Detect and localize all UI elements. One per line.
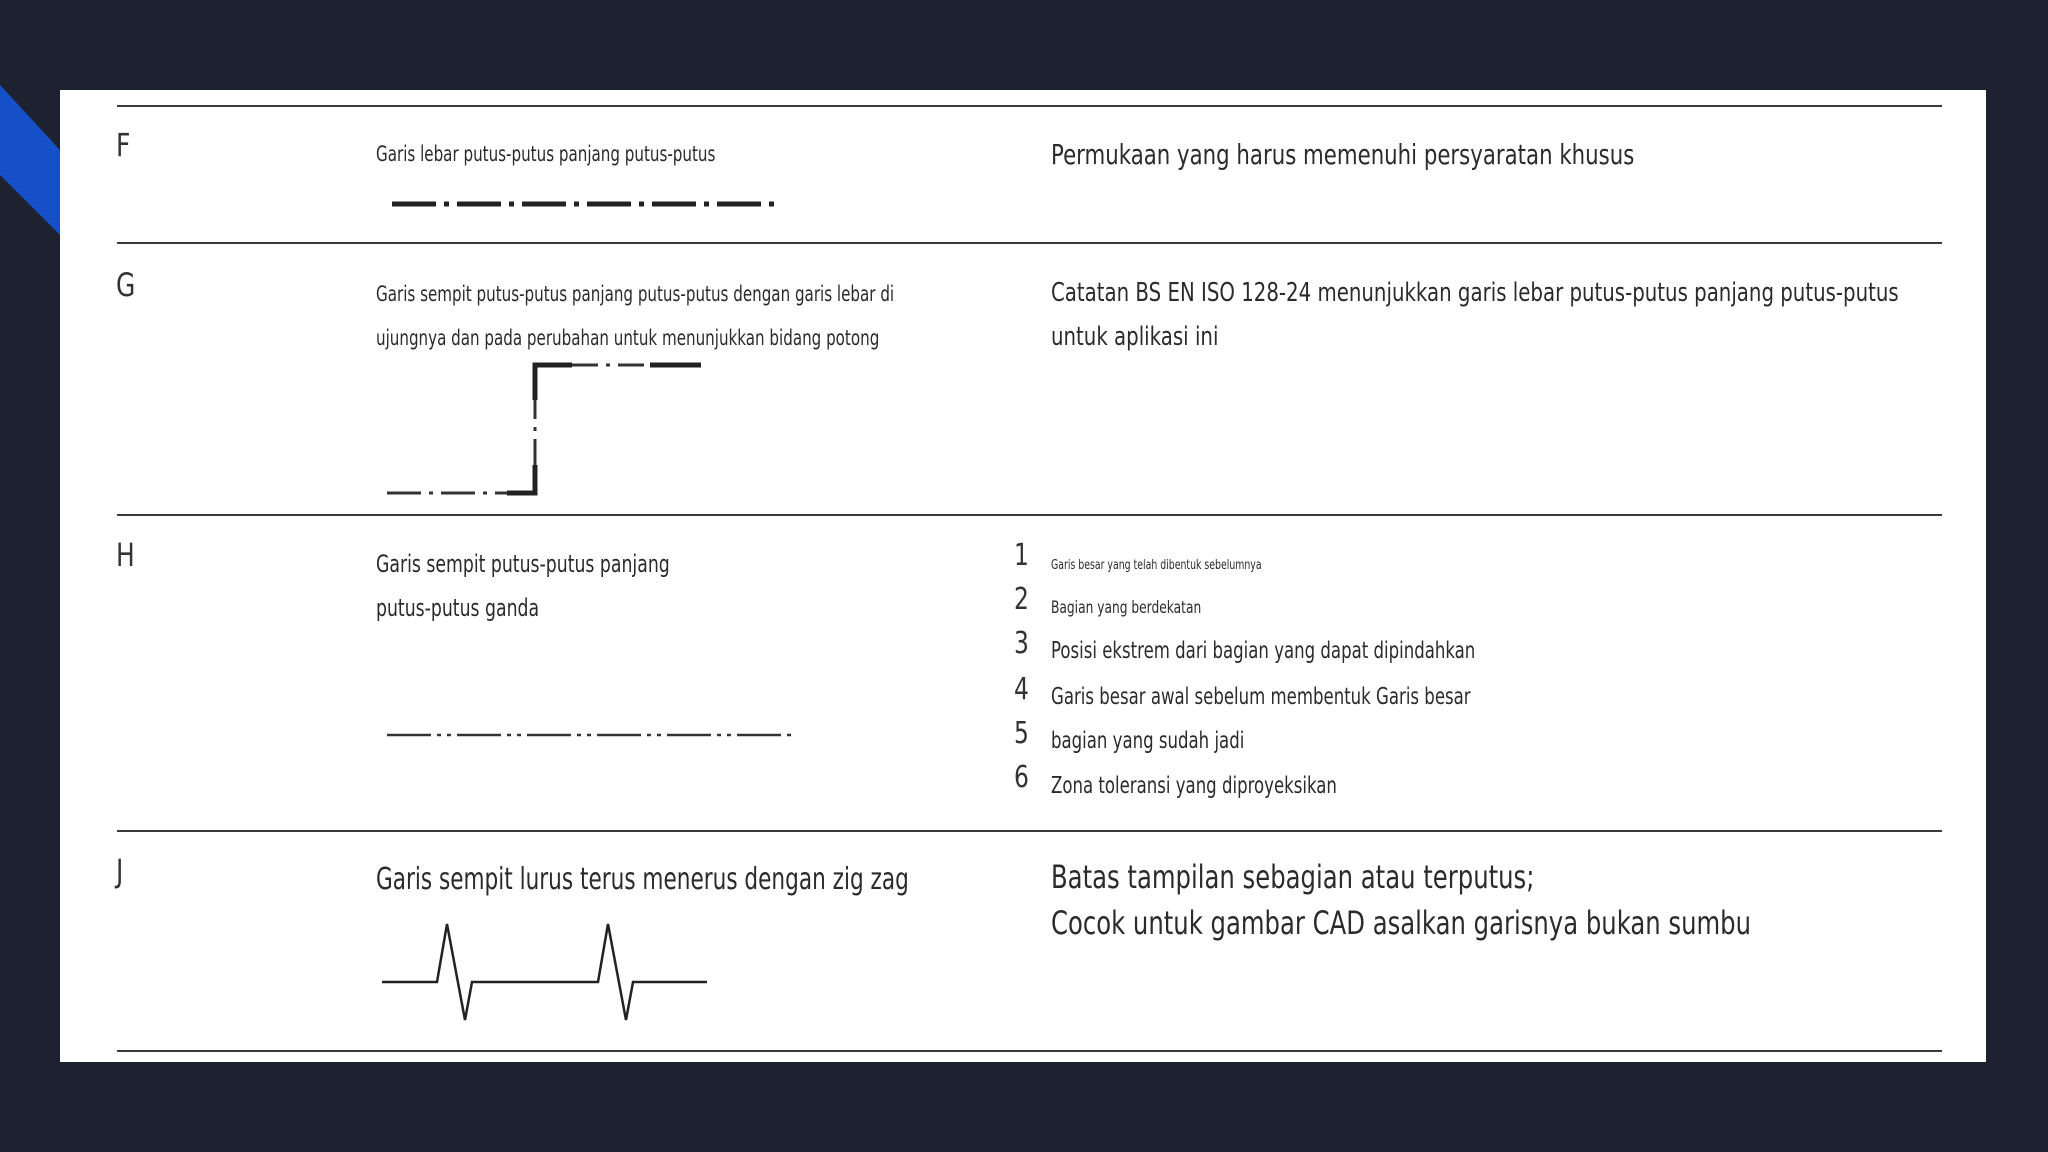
table-rule <box>117 242 1942 244</box>
line-description-f: Garis lebar putus-putus panjang putus-putus <box>376 142 716 166</box>
item-text: Zona toleransi yang diproyeksikan <box>1051 773 1337 799</box>
item-text: Garis besar awal sebelum membentuk Garis besar <box>1051 684 1471 710</box>
line-sample-j <box>380 920 720 1040</box>
line-note-g-2: untuk aplikasi ini <box>1051 322 1219 352</box>
table-rule <box>117 514 1942 516</box>
row-letter-h: H <box>116 536 135 574</box>
item-number: 5 <box>1014 716 1029 751</box>
line-description-g-1: Garis sempit putus-putus panjang putus-putus dengan garis lebar di <box>376 282 895 306</box>
item-text: bagian yang sudah jadi <box>1051 728 1245 754</box>
item-number: 2 <box>1014 582 1029 617</box>
document-page <box>60 90 1986 1062</box>
item-number: 3 <box>1014 626 1029 661</box>
table-rule-bottom <box>117 1050 1942 1052</box>
line-sample-g <box>385 360 785 500</box>
line-note-j-2: Cocok untuk gambar CAD asalkan garisnya bukan sumbu <box>1051 904 1752 942</box>
item-text: Bagian yang berdekatan <box>1051 598 1202 618</box>
line-description-j: Garis sempit lurus terus menerus dengan zig zag <box>376 862 909 897</box>
item-text: Posisi ekstrem dari bagian yang dapat dipindahkan <box>1051 638 1476 664</box>
item-number: 4 <box>1014 672 1029 707</box>
line-note-f: Permukaan yang harus memenuhi persyaratan khusus <box>1051 138 1635 171</box>
row-letter-j: J <box>116 852 124 890</box>
item-number: 6 <box>1014 760 1029 795</box>
item-number: 1 <box>1014 538 1029 573</box>
item-text: Garis besar yang telah dibentuk sebelumnya <box>1051 558 1262 573</box>
line-sample-h <box>385 730 805 740</box>
line-note-j-1: Batas tampilan sebagian atau terputus; <box>1051 858 1535 896</box>
line-description-h-2: putus-putus ganda <box>376 594 540 622</box>
row-letter-f: F <box>116 126 131 164</box>
table-rule-top <box>117 105 1942 107</box>
row-letter-g: G <box>116 266 136 304</box>
table-rule <box>117 830 1942 832</box>
line-sample-f <box>390 198 790 210</box>
line-description-g-2: ujungnya dan pada perubahan untuk menunjukkan bidang potong <box>376 326 880 350</box>
line-description-h-1: Garis sempit putus-putus panjang <box>376 550 670 578</box>
line-note-g-1: Catatan BS EN ISO 128-24 menunjukkan garis lebar putus-putus panjang putus-putus <box>1051 278 1899 308</box>
